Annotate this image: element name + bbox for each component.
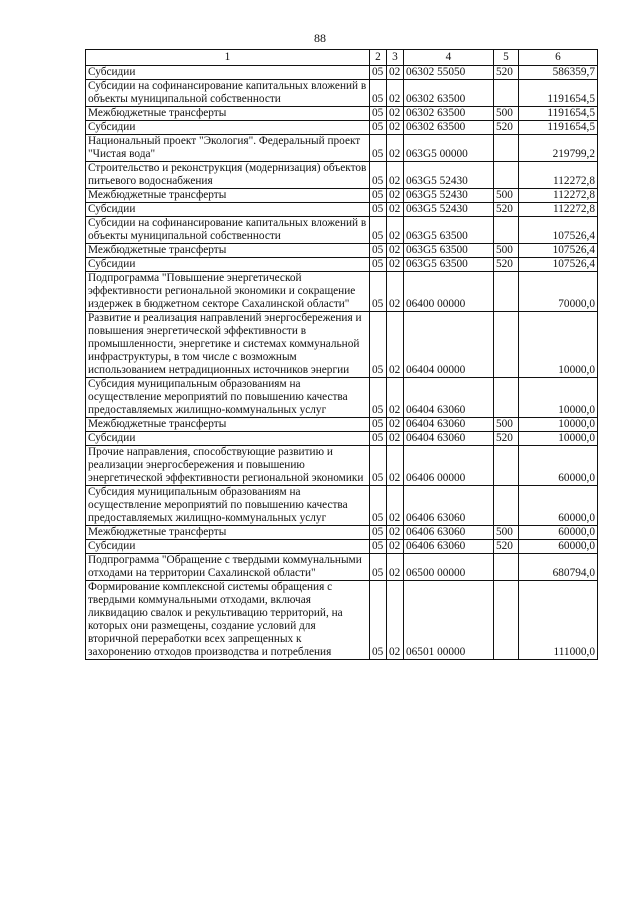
target-article-cell: 06404 63060 <box>404 378 494 418</box>
expense-type-cell <box>494 272 519 312</box>
column-header: 5 <box>494 50 519 66</box>
section-code-cell: 05 <box>370 162 387 189</box>
table-row <box>86 526 598 540</box>
target-article-cell: 06406 63060 <box>404 540 494 554</box>
target-article-cell: 06404 00000 <box>404 312 494 378</box>
table-row <box>86 66 598 80</box>
amount-cell: 1191654,5 <box>519 80 598 107</box>
row-name-cell: Межбюджетные трансферты <box>86 189 370 203</box>
row-name-cell: Субсидия муниципальным образованиям на осуществление мероприятий по повышению качества предоставляемых жилищно-коммунальных услуг <box>86 378 370 418</box>
table-row <box>86 162 598 189</box>
section-code-cell: 05 <box>370 312 387 378</box>
amount-cell: 112272,8 <box>519 189 598 203</box>
amount-cell: 1191654,5 <box>519 121 598 135</box>
expense-type-cell: 500 <box>494 189 519 203</box>
target-article-cell: 06406 63060 <box>404 526 494 540</box>
table-row <box>86 486 598 526</box>
expense-type-cell: 500 <box>494 418 519 432</box>
target-article-cell: 06500 00000 <box>404 554 494 581</box>
amount-cell: 107526,4 <box>519 217 598 244</box>
amount-cell: 107526,4 <box>519 244 598 258</box>
subsection-code-cell: 02 <box>387 217 404 244</box>
expense-type-cell: 520 <box>494 258 519 272</box>
subsection-code-cell: 02 <box>387 80 404 107</box>
subsection-code-cell: 02 <box>387 244 404 258</box>
table-row <box>86 312 598 378</box>
amount-cell: 112272,8 <box>519 162 598 189</box>
column-header: 3 <box>387 50 404 66</box>
target-article-cell: 06400 00000 <box>404 272 494 312</box>
section-code-cell: 05 <box>370 418 387 432</box>
target-article-cell: 063G5 63500 <box>404 244 494 258</box>
table-row <box>86 121 598 135</box>
table-row <box>86 432 598 446</box>
section-code-cell: 05 <box>370 432 387 446</box>
target-article-cell: 063G5 52430 <box>404 203 494 217</box>
expense-type-cell <box>494 378 519 418</box>
row-name-cell: Развитие и реализация направлений энергосбережения и повышения энергетической эффективности в промышленности, энергетике и системах коммунальной инфраструктуры, в том числе с возможным использованием нетрадиционных источников энергии <box>86 312 370 378</box>
subsection-code-cell: 02 <box>387 203 404 217</box>
amount-cell: 112272,8 <box>519 203 598 217</box>
table-row <box>86 107 598 121</box>
subsection-code-cell: 02 <box>387 66 404 80</box>
table-row <box>86 80 598 107</box>
table-row <box>86 272 598 312</box>
row-name-cell: Межбюджетные трансферты <box>86 526 370 540</box>
subsection-code-cell: 02 <box>387 378 404 418</box>
section-code-cell: 05 <box>370 486 387 526</box>
amount-cell: 10000,0 <box>519 312 598 378</box>
row-name-cell: Межбюджетные трансферты <box>86 244 370 258</box>
table-row <box>86 378 598 418</box>
row-name-cell: Субсидии <box>86 258 370 272</box>
section-code-cell: 05 <box>370 526 387 540</box>
page-number: 88 <box>314 31 326 45</box>
table-row <box>86 189 598 203</box>
row-name-cell: Национальный проект "Экология". Федеральный проект "Чистая вода" <box>86 135 370 162</box>
row-name-cell: Субсидия муниципальным образованиям на осуществление мероприятий по повышению качества предоставляемых жилищно-коммунальных услуг <box>86 486 370 526</box>
amount-cell: 60000,0 <box>519 446 598 486</box>
table-row <box>86 244 598 258</box>
expense-type-cell <box>494 135 519 162</box>
expense-type-cell: 520 <box>494 66 519 80</box>
section-code-cell: 05 <box>370 272 387 312</box>
expense-type-cell: 520 <box>494 540 519 554</box>
table-row <box>86 418 598 432</box>
table-row <box>86 540 598 554</box>
row-name-cell: Субсидии <box>86 203 370 217</box>
subsection-code-cell: 02 <box>387 526 404 540</box>
amount-cell: 60000,0 <box>519 526 598 540</box>
section-code-cell: 05 <box>370 258 387 272</box>
row-name-cell: Межбюджетные трансферты <box>86 107 370 121</box>
amount-cell: 60000,0 <box>519 540 598 554</box>
amount-cell: 10000,0 <box>519 418 598 432</box>
row-name-cell: Межбюджетные трансферты <box>86 418 370 432</box>
section-code-cell: 05 <box>370 135 387 162</box>
subsection-code-cell: 02 <box>387 432 404 446</box>
expense-type-cell <box>494 554 519 581</box>
table-row <box>86 203 598 217</box>
section-code-cell: 05 <box>370 581 387 660</box>
target-article-cell: 06501 00000 <box>404 581 494 660</box>
table-header-row <box>86 50 598 66</box>
table-row <box>86 446 598 486</box>
amount-cell: 70000,0 <box>519 272 598 312</box>
row-name-cell: Субсидии <box>86 66 370 80</box>
amount-cell: 107526,4 <box>519 258 598 272</box>
column-header: 6 <box>519 50 598 66</box>
section-code-cell: 05 <box>370 378 387 418</box>
target-article-cell: 063G5 63500 <box>404 258 494 272</box>
target-article-cell: 06404 63060 <box>404 418 494 432</box>
subsection-code-cell: 02 <box>387 418 404 432</box>
subsection-code-cell: 02 <box>387 162 404 189</box>
subsection-code-cell: 02 <box>387 446 404 486</box>
row-name-cell: Подпрограмма "Повышение энергетической эффективности региональной экономики и сокращение издержек в бюджетном секторе Сахалинской области" <box>86 272 370 312</box>
row-name-cell: Субсидии <box>86 540 370 554</box>
expense-type-cell: 520 <box>494 203 519 217</box>
section-code-cell: 05 <box>370 554 387 581</box>
target-article-cell: 06302 55050 <box>404 66 494 80</box>
row-name-cell: Субсидии <box>86 432 370 446</box>
target-article-cell: 06406 63060 <box>404 486 494 526</box>
target-article-cell: 06302 63500 <box>404 121 494 135</box>
amount-cell: 10000,0 <box>519 378 598 418</box>
target-article-cell: 063G5 52430 <box>404 162 494 189</box>
target-article-cell: 06404 63060 <box>404 432 494 446</box>
row-name-cell: Субсидии на софинансирование капитальных вложений в объекты муниципальной собственности <box>86 80 370 107</box>
row-name-cell: Строительство и реконструкция (модернизация) объектов питьевого водоснабжения <box>86 162 370 189</box>
expense-type-cell: 500 <box>494 526 519 540</box>
target-article-cell: 06406 00000 <box>404 446 494 486</box>
expense-type-cell: 520 <box>494 432 519 446</box>
expense-type-cell: 500 <box>494 107 519 121</box>
target-article-cell: 063G5 52430 <box>404 189 494 203</box>
target-article-cell: 06302 63500 <box>404 80 494 107</box>
column-header: 1 <box>86 50 370 66</box>
section-code-cell: 05 <box>370 107 387 121</box>
row-name-cell: Подпрограмма "Обращение с твердыми коммунальными отходами на территории Сахалинской области" <box>86 554 370 581</box>
subsection-code-cell: 02 <box>387 121 404 135</box>
amount-cell: 680794,0 <box>519 554 598 581</box>
section-code-cell: 05 <box>370 189 387 203</box>
expense-type-cell <box>494 312 519 378</box>
target-article-cell: 063G5 63500 <box>404 217 494 244</box>
amount-cell: 10000,0 <box>519 432 598 446</box>
row-name-cell: Субсидии на софинансирование капитальных вложений в объекты муниципальной собственности <box>86 217 370 244</box>
subsection-code-cell: 02 <box>387 312 404 378</box>
amount-cell: 1191654,5 <box>519 107 598 121</box>
expense-type-cell <box>494 446 519 486</box>
subsection-code-cell: 02 <box>387 486 404 526</box>
subsection-code-cell: 02 <box>387 189 404 203</box>
table-row <box>86 554 598 581</box>
budget-table <box>85 49 598 660</box>
expense-type-cell: 520 <box>494 121 519 135</box>
amount-cell: 111000,0 <box>519 581 598 660</box>
section-code-cell: 05 <box>370 540 387 554</box>
subsection-code-cell: 02 <box>387 135 404 162</box>
table-row <box>86 581 598 660</box>
subsection-code-cell: 02 <box>387 540 404 554</box>
target-article-cell: 063G5 00000 <box>404 135 494 162</box>
subsection-code-cell: 02 <box>387 258 404 272</box>
subsection-code-cell: 02 <box>387 107 404 121</box>
table-row <box>86 258 598 272</box>
section-code-cell: 05 <box>370 446 387 486</box>
row-name-cell: Субсидии <box>86 121 370 135</box>
expense-type-cell <box>494 486 519 526</box>
subsection-code-cell: 02 <box>387 272 404 312</box>
subsection-code-cell: 02 <box>387 554 404 581</box>
section-code-cell: 05 <box>370 66 387 80</box>
row-name-cell: Формирование комплексной системы обращения с твердыми коммунальными отходами, включая ликвидацию свалок и рекультивацию территорий, на которых они размещены, создание условий для вторичной переработки всех запрещенных к захоронению отходов производства и потребления <box>86 581 370 660</box>
amount-cell: 586359,7 <box>519 66 598 80</box>
table-row <box>86 135 598 162</box>
section-code-cell: 05 <box>370 121 387 135</box>
section-code-cell: 05 <box>370 203 387 217</box>
expense-type-cell <box>494 162 519 189</box>
section-code-cell: 05 <box>370 80 387 107</box>
row-name-cell: Прочие направления, способствующие развитию и реализации энергосбережения и повышению энергетической эффективности региональной экономики <box>86 446 370 486</box>
expense-type-cell <box>494 217 519 244</box>
section-code-cell: 05 <box>370 244 387 258</box>
target-article-cell: 06302 63500 <box>404 107 494 121</box>
amount-cell: 219799,2 <box>519 135 598 162</box>
expense-type-cell: 500 <box>494 244 519 258</box>
column-header: 4 <box>404 50 494 66</box>
column-header: 2 <box>370 50 387 66</box>
expense-type-cell <box>494 581 519 660</box>
amount-cell: 60000,0 <box>519 486 598 526</box>
section-code-cell: 05 <box>370 217 387 244</box>
subsection-code-cell: 02 <box>387 581 404 660</box>
table-row <box>86 217 598 244</box>
expense-type-cell <box>494 80 519 107</box>
